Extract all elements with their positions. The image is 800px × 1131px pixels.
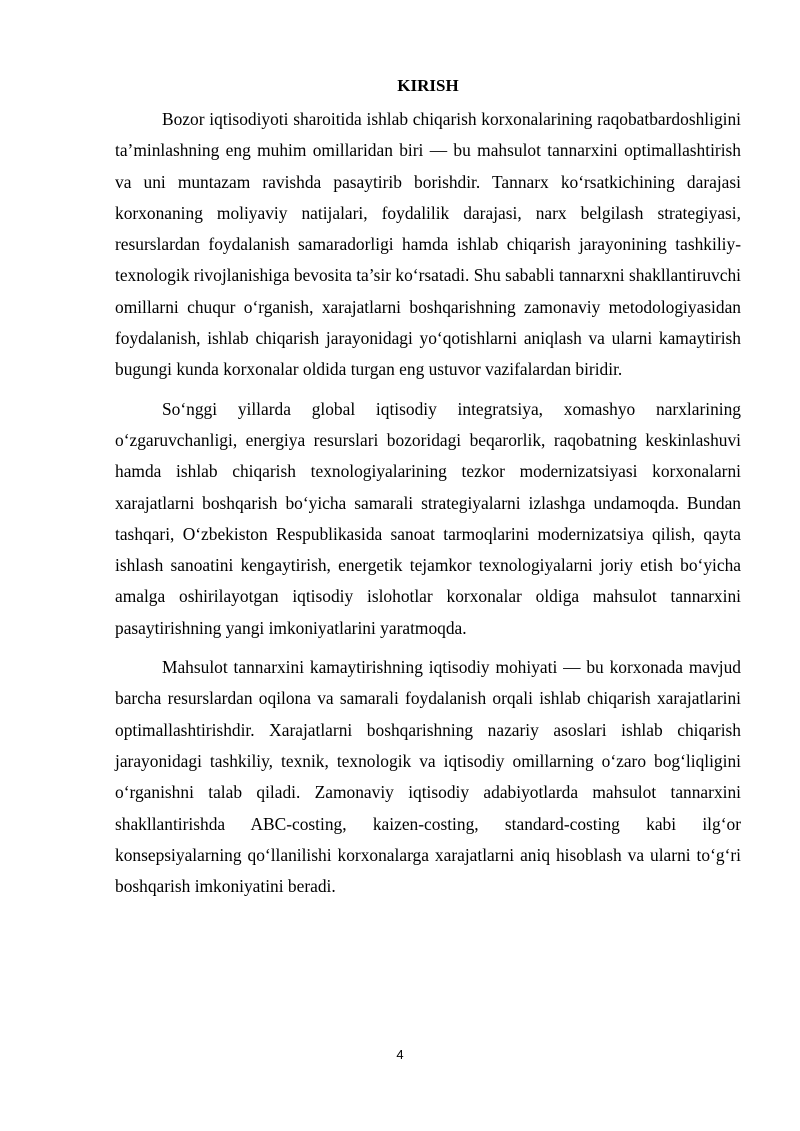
page-number: 4 xyxy=(396,1047,404,1062)
paragraph-3: Mahsulot tannarxini kamaytirishning iqtisodiy mohiyati — bu korxonada mavjud barcha resurslardan oqilona va samarali foydalanish orqali ishlab chiqarish xarajatlarini optimallashtirishdir. Xarajatlarni boshqarishning nazariy asoslari ishlab chiqarish jarayonidagi tashkiliy, texnik, texnologik va iqtisodiy omillarning o‘zaro bog‘liqligini o‘rganishni talab qiladi. Zamonaviy iqtisodiy adabiyotlarda mahsulot tannarxini shakllantirishda ABC-costing, kaizen-costing, standard-costing kabi ilg‘or konsepsiyalarning qo‘llanilishi korxonalarga xarajatlarni aniq hisoblash va ularni to‘g‘ri boshqarish imkoniyatini beradi. xyxy=(115,657,741,897)
paragraph-1: Bozor iqtisodiyoti sharoitida ishlab chiqarish korxonalarining raqobatbardoshligini ta’minlashning eng muhim omillaridan biri — bu mahsulot tannarxini optimallashtirish va uni muntazam ravishda pasaytirib borishdir. Tannarx ko‘rsatkichining darajasi korxonaning moliyaviy natijalari, foydalilik darajasi, narx belgilash strategiyasi, resurslardan foydalanish samaradorligi hamda ishlab chiqarish jarayonining tashkiliy-texnologik rivojlanishiga bevosita ta’sir ko‘rsatadi. Shu sababli tannarxni shakllantiruvchi omillarni chuqur o‘rganish, xarajatlarni boshqarishning zamonaviy metodologiyasidan foydalanish, ishlab chiqarish jarayonidagi yo‘qotishlarni aniqlash va ularni kamaytirish bugungi kunda korxonalar oldida turgan eng ustuvor vazifalardan biridir. xyxy=(115,109,741,380)
paragraph-2: So‘nggi yillarda global iqtisodiy integratsiya, xomashyo narxlarining o‘zgaruvchanligi, energiya resurslari bozoridagi beqarorlik, raqobatning keskinlashuvi hamda ishlab chiqarish texnologiyalarining tezkor modernizatsiyasi korxonalarni xarajatlarni boshqarish bo‘yicha samarali strategiyalarni izlashga undamoqda. Bundan tashqari, O‘zbekiston Respublikasida sanoat tarmoqlarini modernizatsiya qilish, qayta ishlash sanoatini kengaytirish, energetik tejamkor texnologiyalarni joriy etish bo‘yicha amalga oshirilayotgan iqtisodiy islohotlar korxonalar oldiga mahsulot tannarxini pasaytirishning yangi imkoniyatlarini yaratmoqda. xyxy=(115,398,741,638)
document-page xyxy=(115,72,741,910)
section-heading: KIRISH xyxy=(397,76,459,95)
